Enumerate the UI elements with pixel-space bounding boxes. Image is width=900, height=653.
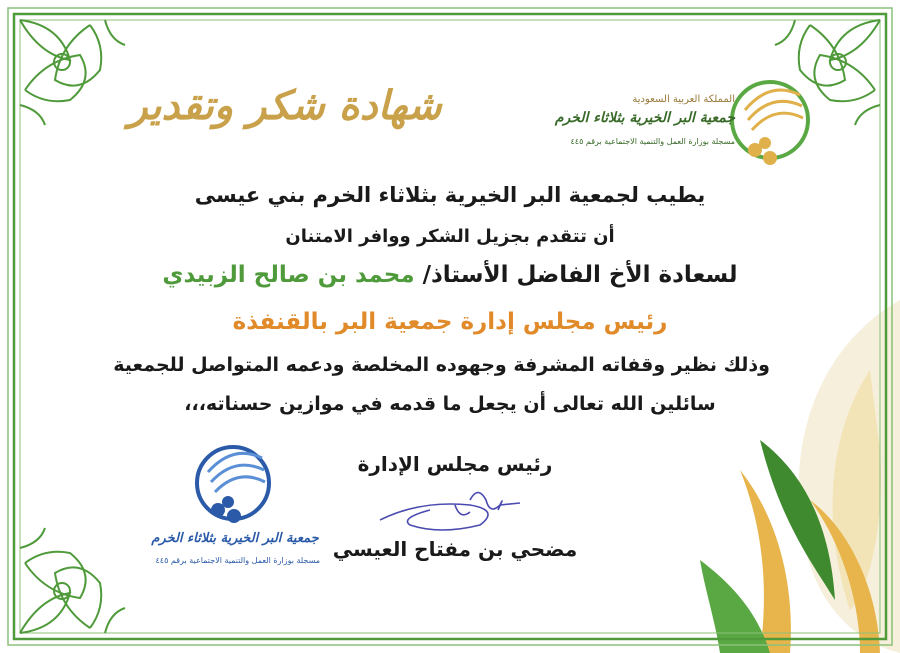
signature-scribble — [380, 493, 520, 531]
appreciation-line: وذلك نظير وقفاته المشرفة وجهوده المخلصة ودعمه المتواصل للجمعية — [113, 354, 770, 376]
logo-emblem-top — [732, 82, 808, 165]
signature-name: مضحي بن مفتاح العيسي — [332, 537, 578, 561]
certificate-title: شهادة شكر وتقدير — [128, 82, 442, 129]
registration-bottom: مسجلة بوزارة العمل والتنمية الاجتماعية برقم ٤٤٥ — [155, 556, 320, 565]
logo-emblem-bottom — [197, 447, 269, 523]
recipient-name: محمد بن صالح الزبيدي — [162, 262, 415, 288]
prayer-line: سائلين الله تعالى أن يجعل ما قدمه في موازين حسناته،،، — [184, 393, 716, 415]
corner-ornament-top-right — [775, 20, 880, 125]
recipient-line — [130, 262, 770, 288]
thanks-line: أن تتقدم بجزيل الشكر ووافر الامتنان — [285, 226, 615, 247]
registration-top: مسجلة بوزارة العمل والتنمية الاجتماعية برقم ٤٤٥ — [570, 137, 735, 146]
org-name-bottom: جمعية البر الخيرية بثلاثاء الخرم — [151, 531, 319, 546]
corner-ornament-bottom-left — [20, 528, 125, 633]
recipient-position: رئيس مجلس إدارة جمعية البر بالقنفذة — [232, 309, 668, 335]
kingdom-label: المملكة العربية السعودية — [632, 94, 735, 105]
intro-line: يطيب لجمعية البر الخيرية بثلاثاء الخرم بني عيسى — [194, 183, 706, 207]
honorific: لسعادة الأخ الفاضل الأستاذ/ — [422, 262, 738, 288]
signature-title: رئيس مجلس الإدارة — [357, 452, 553, 476]
org-name-top: جمعية البر الخيرية بثلاثاء الخرم — [554, 110, 735, 126]
corner-ornament-top-left — [20, 20, 125, 125]
